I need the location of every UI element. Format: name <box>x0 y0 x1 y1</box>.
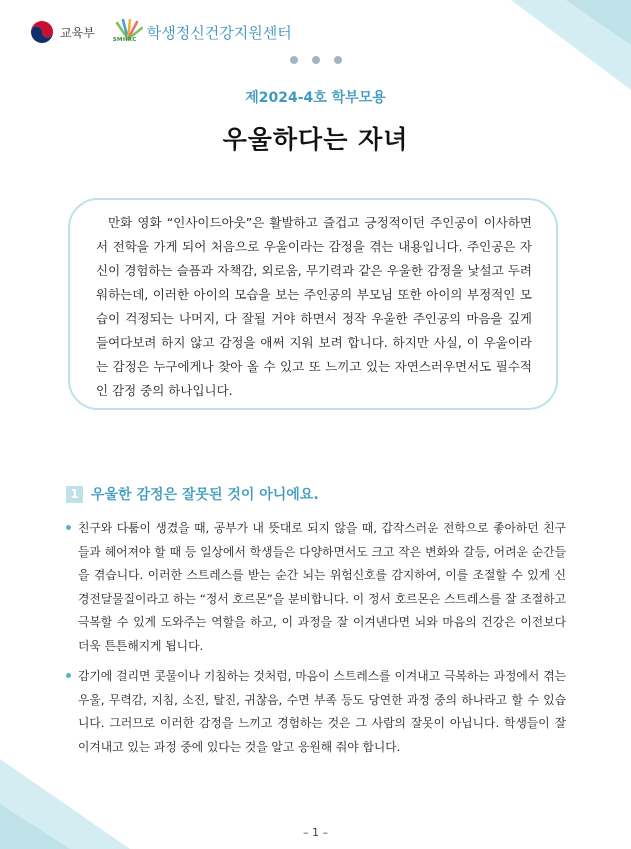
dot <box>334 56 342 64</box>
ministry-of-education-logo <box>30 20 95 44</box>
bullet-text: 친구와 다툼이 생겼을 때, 공부가 내 뜻대로 되지 않을 때, 갑작스러운 전학으로 좋아하던 친구들과 헤어져야 할 때 등 일상에서 학생들은 다양하면서도 크고 작은 변화와 갈등, 어려운 순간들을 겪습니다. 이러한 스트레스를 받는 순간 뇌는 위험신호를 감지하여, 이를 조절할 수 있게 신경전달물질이라고 하는 “정서 호르몬”을 분비합니다. 이 정서 호르몬은 스트레스를 잘 조절하고 극복할 수 있게 도와주는 역할을 하고, 이 과정을 잘 이겨낸다면 뇌와 마음의 건강은 이전보다 더욱 튼튼해지게 됩니다. <box>78 521 566 653</box>
page-number: – 1 – <box>303 826 328 839</box>
center-abbreviation: SMHRC <box>112 37 137 43</box>
ministry-name: 교육부 <box>60 25 95 40</box>
center-name: 학생정신건강지원센터 <box>146 23 292 42</box>
decorative-dots <box>0 56 631 64</box>
student-mental-health-center-logo <box>113 19 292 45</box>
dot <box>290 56 298 64</box>
page-title: 우울하다는 자녀 <box>222 125 409 154</box>
intro-paragraph: 만화 영화 “인사이드아웃”은 활발하고 즐겁고 긍정적이던 주인공이 이사하면서 전학을 가게 되어 처음으로 우울이라는 감정을 겪는 내용입니다. 주인공은 자신이 경험하는 슬픔과 자책감, 외로움, 무기력과 같은 우울한 감정을 낯설고 두려워하는데, 이러한 아이의 모습을 보는 주인공의 부모님 또한 아이의 부정적인 모습이 걱정되는 나머지, 다 잘될 거야 하면서 정작 우울한 주인공의 마음을 깊게 들여다보려 하지 않고 감정을 애써 지워 보려 합니다. 하지만 사실, 이 우울이라는 감정은 누구에게나 찾아 올 수 있고 또 느끼고 있는 자연스러우면서도 필수적인 감정 중의 하나입니다. <box>96 215 532 398</box>
smhrc-emblem <box>113 19 143 45</box>
bullet-item <box>66 517 566 658</box>
bullet-dot-icon <box>66 673 71 678</box>
taegeuk-icon <box>30 20 54 44</box>
dot <box>312 56 320 64</box>
section-title: 우울한 감정은 잘못된 것이 아니에요. <box>91 487 319 503</box>
corner-decoration-top-right <box>471 0 631 90</box>
section-number-badge: 1 <box>66 486 83 503</box>
bullet-text: 감기에 걸리면 콧물이나 기침하는 것처럼, 마음이 스트레스를 이겨내고 극복하는 과정에서 겪는 우울, 무력감, 지침, 소진, 탈진, 귀찮음, 수면 부족 등도 당연한 과정 중의 하나라고 할 수 있습니다. 그러므로 이러한 감정을 느끼고 경험하는 것은 그 사람의 잘못이 아닙니다. 학생들이 잘 이겨내고 있는 과정 중에 있다는 것을 알고 응원해 줘야 합니다. <box>78 669 566 754</box>
bullet-item <box>66 665 566 759</box>
header <box>30 17 292 47</box>
bullet-dot-icon <box>66 525 71 530</box>
section-heading <box>66 484 319 504</box>
issue-label: 제2024-4호 학부모용 <box>245 90 386 106</box>
